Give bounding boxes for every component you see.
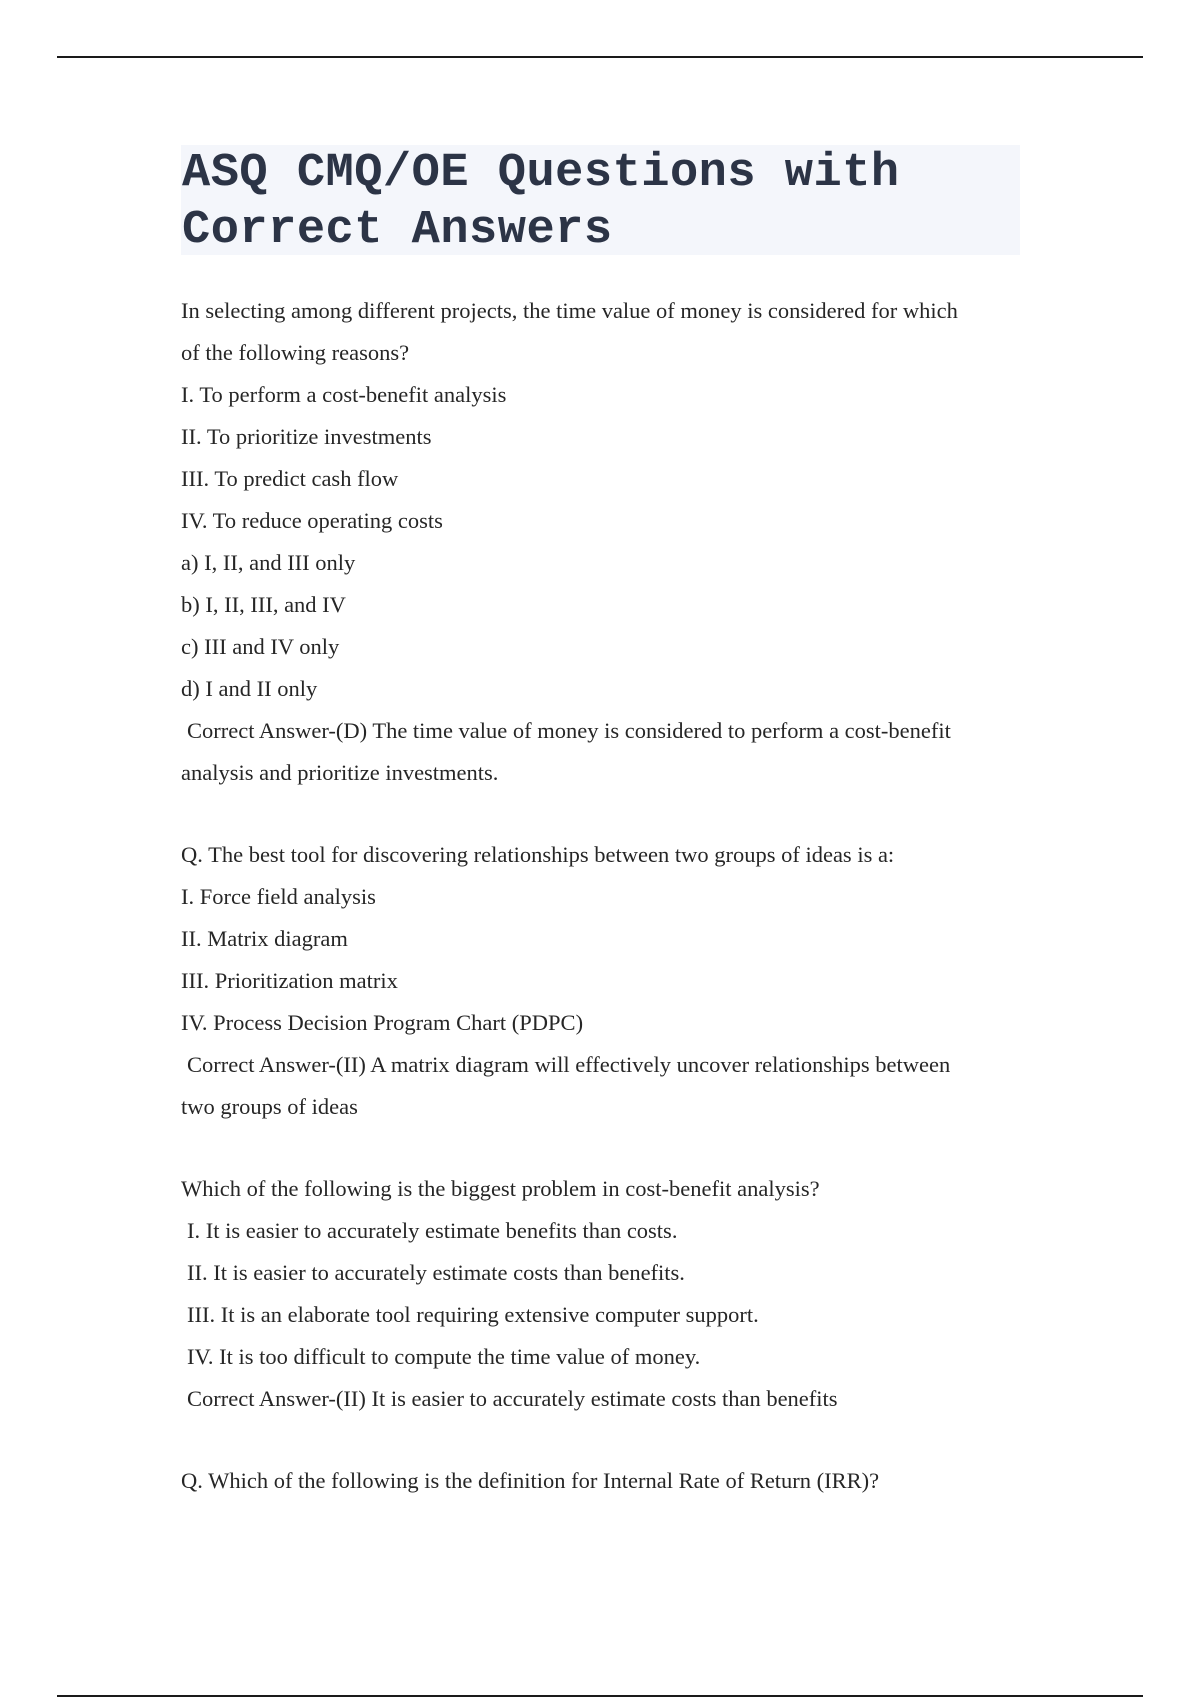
correct-answer: analysis and prioritize investments. [181,760,499,785]
question-block [181,1460,1041,1502]
question-item: I. It is easier to accurately estimate benefits than costs. [187,1218,678,1243]
question-prompt: Q. Which of the following is the definition for Internal Rate of Return (IRR)? [181,1468,880,1493]
title-line-2: Correct Answers [182,204,613,257]
page-title [182,145,1020,259]
question-item: I. To perform a cost-benefit analysis [181,382,507,407]
question-item: IV. Process Decision Program Chart (PDPC) [181,1010,584,1035]
answer-option: d) I and II only [181,676,318,701]
question-prompt: of the following reasons? [181,340,410,365]
question-item: II. Matrix diagram [181,926,348,951]
answer-option: c) III and IV only [181,634,340,659]
correct-answer: Correct Answer-(II) A matrix diagram will effectively uncover relationships between [187,1052,951,1077]
correct-answer: two groups of ideas [181,1094,358,1119]
question-prompt: Q. The best tool for discovering relationships between two groups of ideas is a: [181,842,895,867]
question-item: III. To predict cash flow [181,466,399,491]
correct-answer: Correct Answer-(D) The time value of money is considered to perform a cost-benefit [187,718,951,743]
title-line-1: ASQ CMQ/OE Questions with [182,147,900,200]
question-item: II. It is easier to accurately estimate costs than benefits. [187,1260,685,1285]
question-item: IV. To reduce operating costs [181,508,443,533]
question-block [181,834,1041,1128]
question-prompt: Which of the following is the biggest problem in cost-benefit analysis? [181,1176,820,1201]
answer-option: a) I, II, and III only [181,550,356,575]
correct-answer: Correct Answer-(II) It is easier to accurately estimate costs than benefits [187,1386,838,1411]
question-item: III. It is an elaborate tool requiring extensive computer support. [187,1302,759,1327]
question-item: IV. It is too difficult to compute the time value of money. [187,1344,701,1369]
question-item: III. Prioritization matrix [181,968,398,993]
question-block [181,290,1041,794]
question-item: II. To prioritize investments [181,424,432,449]
question-block [181,1168,1041,1420]
title-block [181,145,1020,255]
question-list [181,290,1041,1502]
bottom-rule [57,1695,1143,1697]
answer-option: b) I, II, III, and IV [181,592,346,617]
question-item: I. Force field analysis [181,884,376,909]
question-prompt: In selecting among different projects, the time value of money is considered for which [181,298,958,323]
top-rule [57,56,1143,58]
